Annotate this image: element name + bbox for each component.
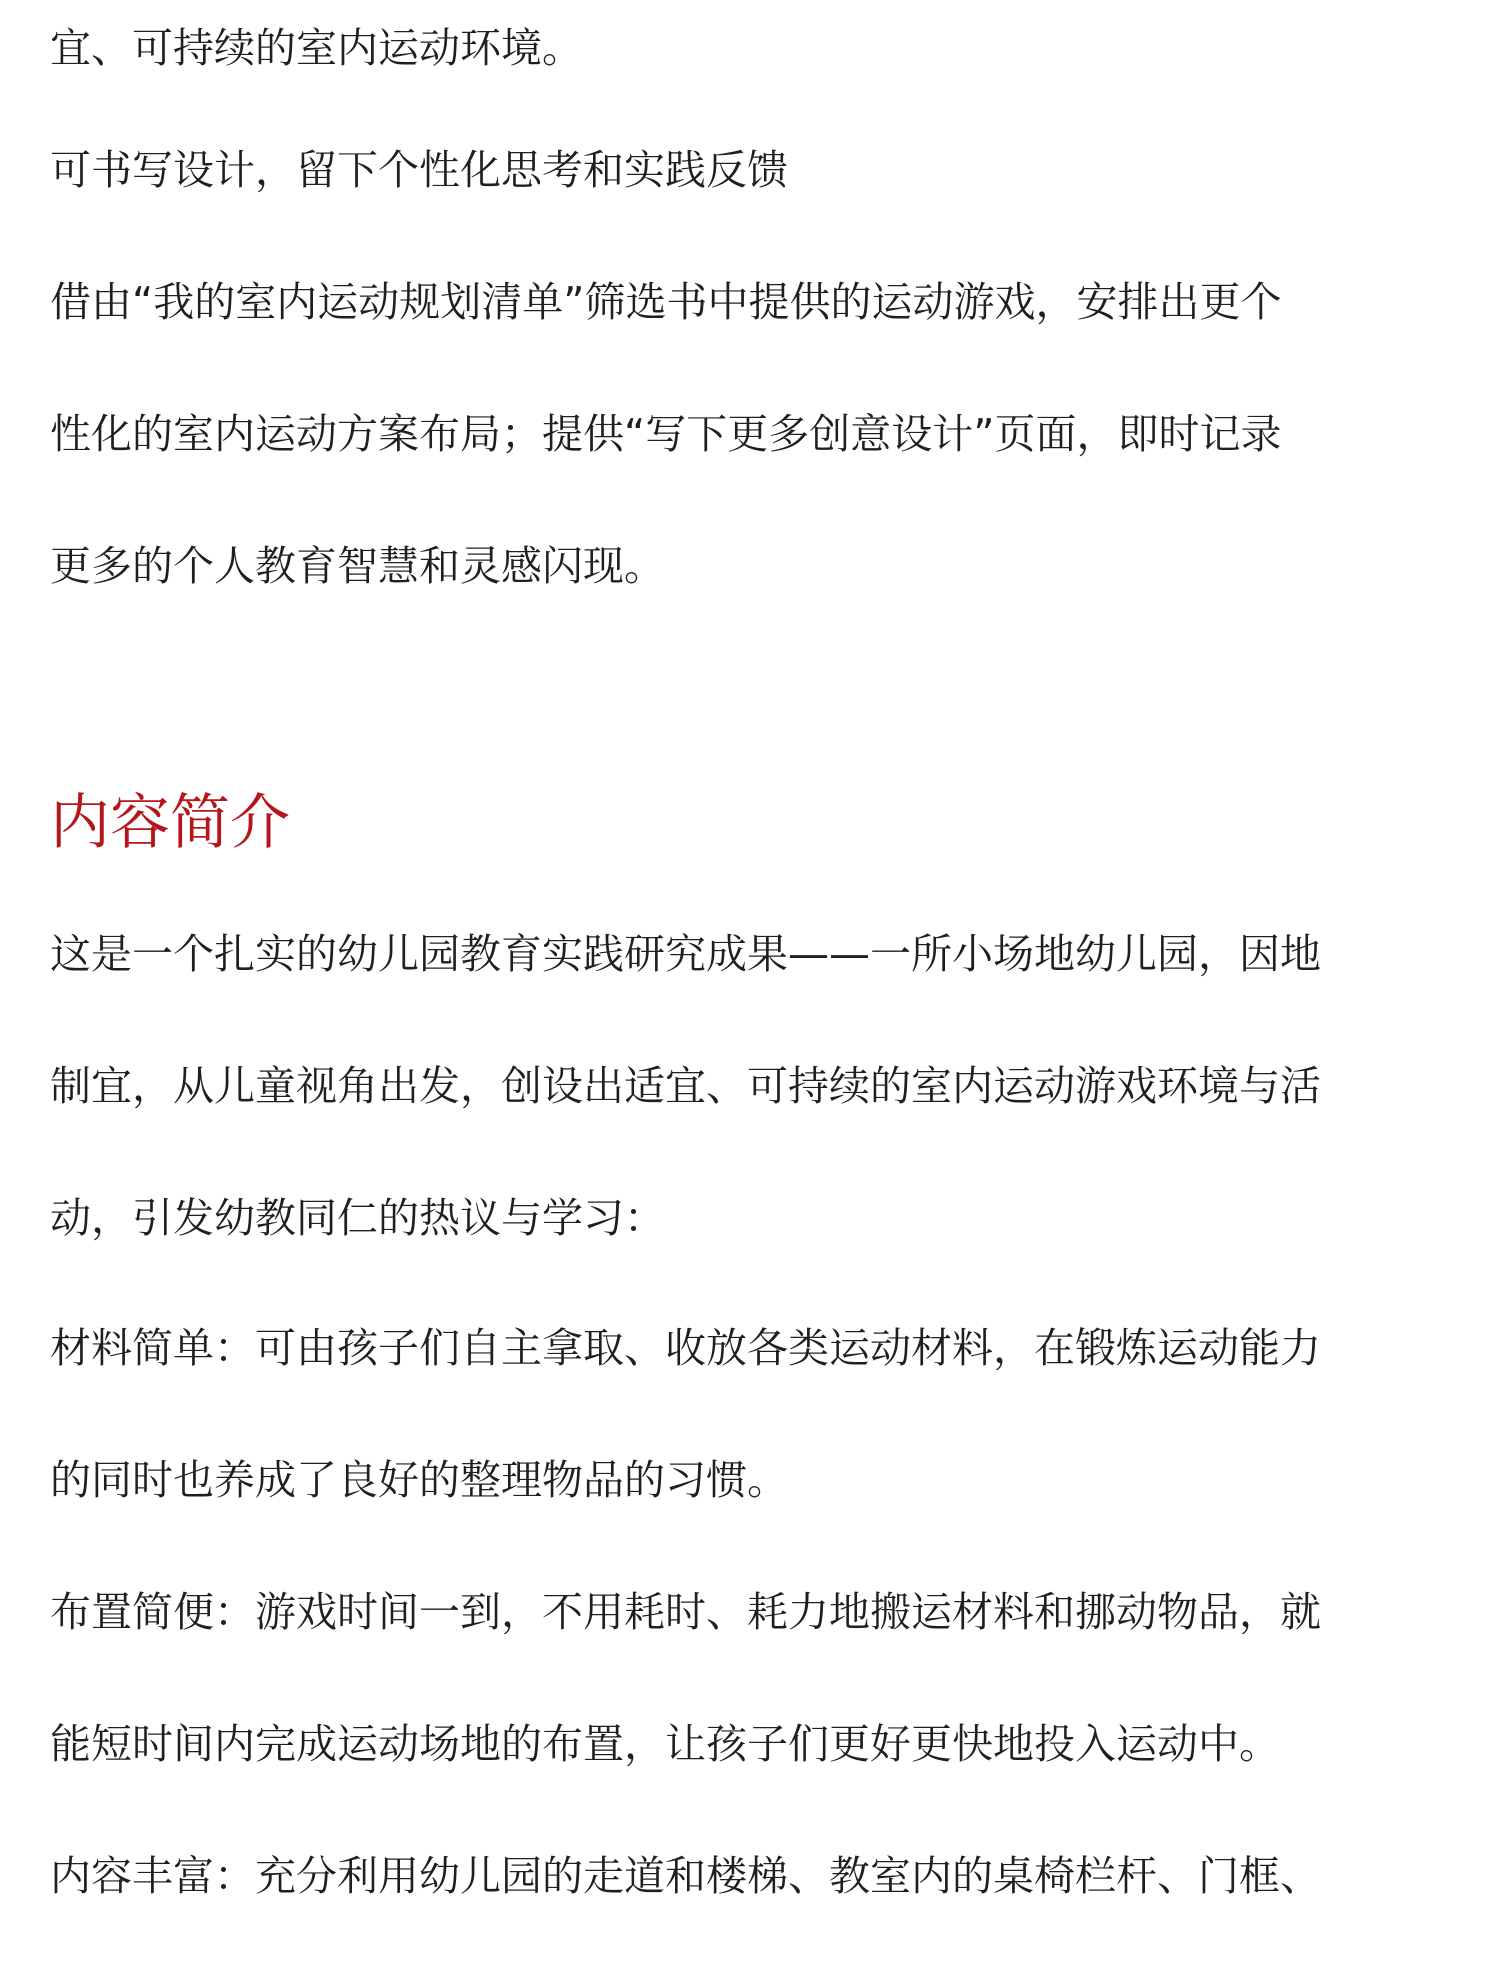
intro-line-3: 借由“我的室内运动规划清单”筛选书中提供的运动游戏，安排出更个 — [50, 278, 1282, 326]
intro-line-2: 可书写设计，留下个性化思考和实践反馈 — [50, 146, 788, 194]
body-line-7: 能短时间内完成运动场地的布置，让孩子们更好更快地投入运动中。 — [50, 1720, 1280, 1768]
body-line-8: 内容丰富：充分利用幼儿园的走道和楼梯、教室内的桌椅栏杆、门框、 — [50, 1852, 1321, 1900]
body-line-6: 布置简便：游戏时间一到，不用耗时、耗力地搬运材料和挪动物品，就 — [50, 1588, 1321, 1636]
body-line-1: 这是一个扎实的幼儿园教育实践研究成果——一所小场地幼儿园，因地 — [50, 930, 1321, 978]
intro-line-5: 更多的个人教育智慧和灵感闪现。 — [50, 542, 665, 590]
body-line-3: 动，引发幼教同仁的热议与学习： — [50, 1194, 665, 1242]
section-heading: 内容简介 — [50, 788, 290, 858]
body-line-4: 材料简单：可由孩子们自主拿取、收放各类运动材料，在锻炼运动能力 — [50, 1324, 1321, 1372]
body-line-5: 的同时也养成了良好的整理物品的习惯。 — [50, 1456, 788, 1504]
intro-line-4: 性化的室内运动方案布局；提供“写下更多创意设计”页面，即时记录 — [50, 410, 1282, 458]
body-line-2: 制宜，从儿童视角出发，创设出适宜、可持续的室内运动游戏环境与活 — [50, 1062, 1321, 1110]
intro-line-1: 宜、可持续的室内运动环境。 — [50, 24, 583, 72]
